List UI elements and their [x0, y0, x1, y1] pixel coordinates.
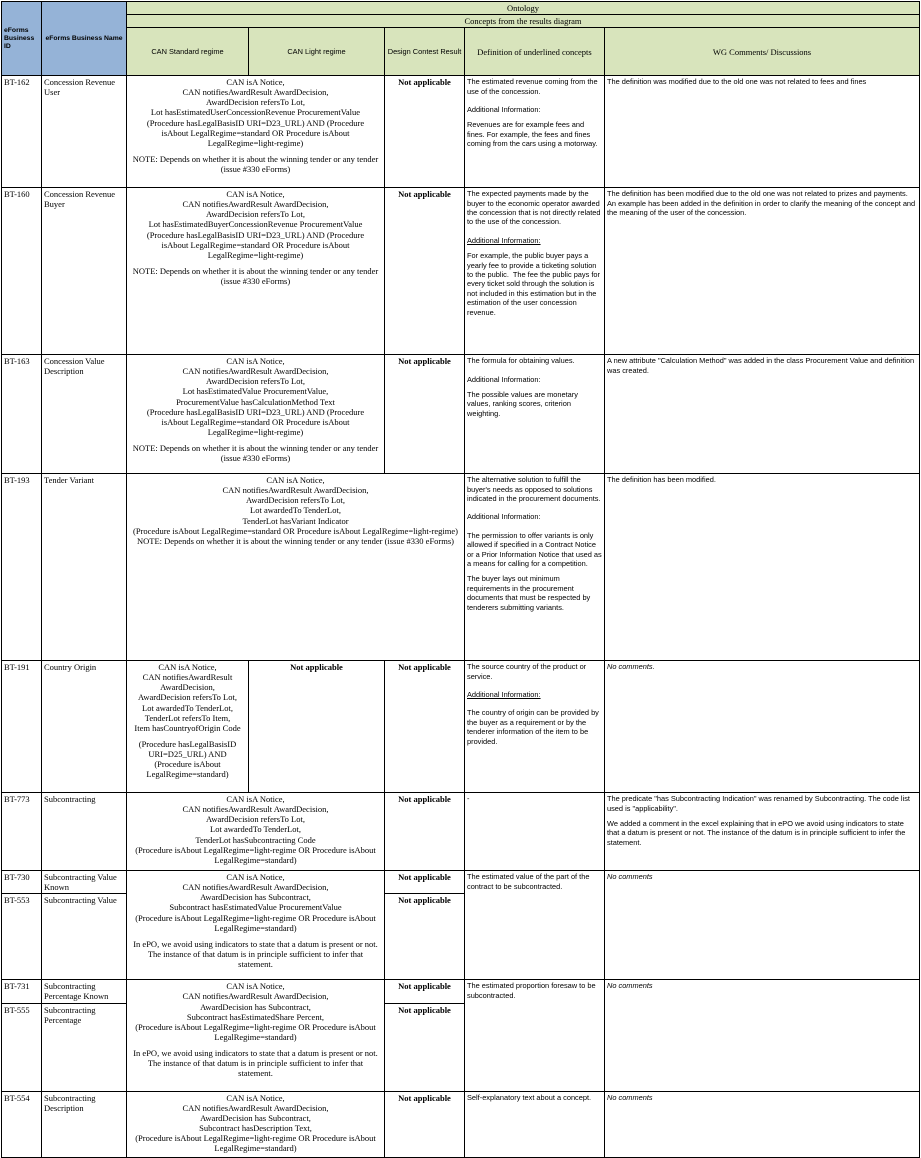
mapping-text: CAN isA Notice, CAN notifiesAwardResult AwardDecision, AwardDecision refersTo Lot, Lot awardedTo TenderLot, TenderLot hasVariant Indicator (Procedure isAbout LegalRegime=standard OR Procedure isAbout LegalRegime=light-regime) NOTE: Depends on whether it is about the winning tender or any tender (issue #330 eForms): [133, 475, 458, 546]
additional-info-text: For example, the public buyer pays a yearly fee to provide a ticketing solution to the public. The fee the public pays for every ticket sold through the solution is not included in this estimation but in the estimation of the user concession revenue.: [467, 251, 603, 317]
bt-name-cell: Subcontracting Value: [42, 894, 127, 980]
definition-cell: [465, 474, 605, 661]
definition-text: The expected payments made by the buyer to the economic operator awarded the concession that is not directly related to the use of the concession.: [467, 189, 603, 227]
mapping-text: CAN isA Notice, CAN notifiesAwardResult AwardDecision, AwardDecision has Subcontract, Subcontract hasEstimatedShare Percent, (Procedure isAbout LegalRegime=light-regime OR Procedure isAbout LegalRegime=standard): [135, 981, 376, 1042]
header-design-contest: Design Contest Result: [385, 28, 465, 76]
header-bt-id: eForms Business ID: [2, 2, 42, 76]
bt-name-cell: Subcontracting Percentage: [42, 1003, 127, 1091]
bt-id-cell: BT-162: [2, 76, 42, 188]
mapping-cell: [127, 980, 385, 1091]
comment-cell: No comments: [605, 980, 920, 1091]
bt-name-cell: Subcontracting Value Known: [42, 871, 127, 894]
design-contest-cell: Not applicable: [385, 1003, 465, 1091]
comment-cell: [605, 793, 920, 871]
comment-cell: The definition has been modified.: [605, 474, 920, 661]
ontology-mapping-table: [1, 1, 920, 1158]
bt-name-cell: Concession Revenue Buyer: [42, 188, 127, 355]
definition-cell: The estimated proportion foresaw to be subcontracted.: [465, 980, 605, 1091]
bt-id-cell: BT-730: [2, 871, 42, 894]
bt-id-cell: BT-731: [2, 980, 42, 1003]
definition-cell: Self-explanatory text about a concept.: [465, 1091, 605, 1157]
design-contest-cell: Not applicable: [385, 355, 465, 474]
definition-cell: [465, 76, 605, 188]
header-ontology: Ontology: [127, 2, 920, 15]
bt-name-cell: Concession Value Description: [42, 355, 127, 474]
bt-name-cell: Tender Variant: [42, 474, 127, 661]
design-contest-cell: Not applicable: [385, 793, 465, 871]
table-row: [2, 474, 920, 661]
additional-info-label: Additional Information:: [467, 374, 541, 384]
definition-text: The source country of the product or service.: [467, 662, 589, 681]
comment-cell: No comments: [605, 871, 920, 980]
design-contest-cell: Not applicable: [385, 980, 465, 1003]
header-can-light: CAN Light regime: [249, 28, 385, 76]
table-row: [2, 188, 920, 355]
mapping-cell: [127, 793, 385, 871]
comment-text-2: We added a comment in the excel explaining that in ePO we avoid using indicators to state that a datum is present or not. The instance of the datum is in principle sufficient to infer the statement.: [607, 819, 908, 847]
mapping-text: CAN isA Notice, CAN notifiesAwardResult AwardDecision, AwardDecision refersTo Lot, Lot hasEstimatedBuyerConcessionRevenue ProcurementValue (Procedure hasLegalBasisID URI=D23_URL) AND (Procedure isAbout LegalRegime=standard OR Procedure isAbout LegalRegime=light-regime): [146, 189, 365, 260]
bt-id-cell: BT-555: [2, 1003, 42, 1091]
bt-id-cell: BT-554: [2, 1091, 42, 1157]
definition-cell: [465, 355, 605, 474]
bt-name-cell: Country Origin: [42, 661, 127, 793]
comment-text: The predicate "has Subcontracting Indication" was renamed by Subcontracting. The code list used is "applicability".: [607, 794, 913, 813]
additional-info-text-2: The buyer lays out minimum requirements in the procurement documents that must be respected by tenderers submitting variants.: [467, 574, 593, 612]
mapping-cell: [127, 188, 385, 355]
bt-name-cell: Subcontracting Description: [42, 1091, 127, 1157]
header-can-standard: CAN Standard regime: [127, 28, 249, 76]
additional-info-text: The permission to offer variants is only allowed if specified in a Contract Notice or a Prior Information Notice that used as a means for calling for a competition.: [467, 530, 604, 569]
mapping-note: NOTE: Depends on whether it is about the winning tender or any tender (issue #330 eForms): [132, 153, 379, 174]
bt-id-cell: BT-773: [2, 793, 42, 871]
comment-cell: A new attribute "Calculation Method" was added in the class Procurement Value and definition was created.: [605, 355, 920, 474]
comment-cell: No comments.: [605, 661, 920, 793]
mapping-text-2: (Procedure hasLegalBasisID URI=D25_URL) AND (Procedure isAbout LegalRegime=standard): [138, 738, 237, 780]
design-contest-cell: Not applicable: [385, 76, 465, 188]
table-row: [2, 871, 920, 894]
additional-info-text: The country of origin can be provided by the buyer as a requirement or by the tenderer information of the item to be provided.: [467, 708, 601, 746]
mapping-text: CAN isA Notice, CAN notifiesAwardResult AwardDecision, AwardDecision refersTo Lot, Lot hasEstimatedValue ProcurementValue, ProcurementValue hasCalculationMethod Text (Procedure hasLegalBasisID URI=D23_URL) AND (Procedure isAbout LegalRegime=standard OR Procedure isAbout LegalRegime=light-regime): [146, 356, 365, 437]
mapping-text: CAN isA Notice, CAN notifiesAwardResult AwardDecision, AwardDecision refersTo Lot, Lot hasEstimatedUserConcessionRevenue ProcurementValue (Procedure hasLegalBasisID URI=D23_URL) AND (Procedure isAbout LegalRegime=standard OR Procedure isAbout LegalRegime=light-regime): [146, 77, 365, 148]
definition-text: The formula for obtaining values.: [467, 356, 575, 366]
additional-info-label: Additional Information:: [467, 512, 541, 522]
mapping-cell: [127, 1091, 385, 1157]
additional-info-label: Additional Information:: [467, 235, 541, 245]
header-definition: Definition of underlined concepts: [465, 28, 605, 76]
mapping-text: CAN isA Notice, CAN notifiesAwardResult AwardDecision, AwardDecision has Subcontract, Subcontract hasDescription Text, (Procedure isAbout LegalRegime=light-regime OR Procedure isAbout LegalRegime=standard): [135, 1092, 376, 1154]
additional-info-label: Additional Information:: [467, 690, 541, 699]
bt-id-cell: BT-193: [2, 474, 42, 661]
additional-info-label: Additional Information:: [467, 105, 541, 114]
table-row: [2, 1091, 920, 1157]
comment-cell: The definition was modified due to the old one was not related to fees and fines: [605, 76, 920, 188]
definition-text: The alternative solution to fulfill the buyer's needs as opposed to solutions indicated in the procurement documents.: [467, 475, 601, 503]
definition-text: The estimated revenue coming from the use of the concession.: [467, 77, 600, 96]
light-regime-cell: Not applicable: [249, 661, 385, 793]
mapping-note: In ePO, we avoid using indicators to state that a datum is present or not. The instance of that datum is in principle sufficient to infer that statement.: [133, 938, 378, 969]
table-row: [2, 980, 920, 1003]
mapping-text: CAN isA Notice, CAN notifiesAwardResult AwardDecision, AwardDecision has Subcontract, Subcontract hasEstimatedValue ProcurementValue (Procedure isAbout LegalRegime=light-regime OR Procedure isAbout LegalRegime=standard): [135, 872, 376, 933]
bt-id-cell: BT-191: [2, 661, 42, 793]
mapping-text: CAN isA Notice, CAN notifiesAwardResult AwardDecision, AwardDecision refersTo Lot, Lot awardedTo TenderLot, TenderLot refersTo Item, Item hasCountryofOrigin Code: [134, 662, 241, 733]
bt-name-cell: Subcontracting Percentage Known: [42, 980, 127, 1003]
bt-name-cell: Concession Revenue User: [42, 76, 127, 188]
comment-cell: No comments: [605, 1091, 920, 1157]
additional-info-text: Revenues are for example fees and fines. For example, the fees and fines coming from the cars using a motorway.: [467, 120, 598, 149]
mapping-note: In ePO, we avoid using indicators to state that a datum is present or not. The instance of that datum is in principle sufficient to infer that statement.: [133, 1047, 378, 1079]
mapping-note: NOTE: Depends on whether it is about the winning tender or any tender (issue #330 eForms): [132, 265, 379, 286]
mapping-text: CAN isA Notice, CAN notifiesAwardResult AwardDecision, AwardDecision refersTo Lot, Lot awardedTo TenderLot, TenderLot hasSubcontracting Code (Procedure isAbout LegalRegime=light-regime OR Procedure isAbout LegalRegime=standard): [135, 794, 376, 865]
design-contest-cell: Not applicable: [385, 871, 465, 894]
header-concepts: Concepts from the results diagram: [127, 15, 920, 28]
definition-cell: The estimated value of the part of the contract to be subcontracted.: [465, 871, 605, 980]
table-row: [2, 793, 920, 871]
header-wg-comments: WG Comments/ Discussions: [605, 28, 920, 76]
mapping-cell: [127, 661, 249, 793]
design-contest-cell: Not applicable: [385, 894, 465, 980]
design-contest-cell: Not applicable: [385, 661, 465, 793]
definition-cell: [465, 188, 605, 355]
mapping-cell: [127, 474, 465, 661]
definition-cell: -: [465, 793, 605, 871]
header-bt-name: eForms Business Name: [42, 2, 127, 76]
mapping-cell: [127, 871, 385, 980]
table-row: [2, 355, 920, 474]
mapping-cell: [127, 355, 385, 474]
bt-name-cell: Subcontracting: [42, 793, 127, 871]
comment-cell: The definition has been modified due to the old one was not related to prizes and payments. An example has been added in the definition in order to clarify the meaning of the concept and the meaning of the user of the concession.: [605, 188, 920, 355]
bt-id-cell: BT-163: [2, 355, 42, 474]
design-contest-cell: Not applicable: [385, 188, 465, 355]
bt-id-cell: BT-160: [2, 188, 42, 355]
additional-info-text: The possible values are monetary values, ranking scores, criterion weighting.: [467, 390, 580, 418]
bt-id-cell: BT-553: [2, 894, 42, 980]
table-row: [2, 661, 920, 793]
mapping-cell: [127, 76, 385, 188]
definition-cell: [465, 661, 605, 793]
design-contest-cell: Not applicable: [385, 1091, 465, 1157]
mapping-note: NOTE: Depends on whether it is about the winning tender or any tender (issue #330 eForms): [132, 442, 379, 464]
table-row: [2, 76, 920, 188]
